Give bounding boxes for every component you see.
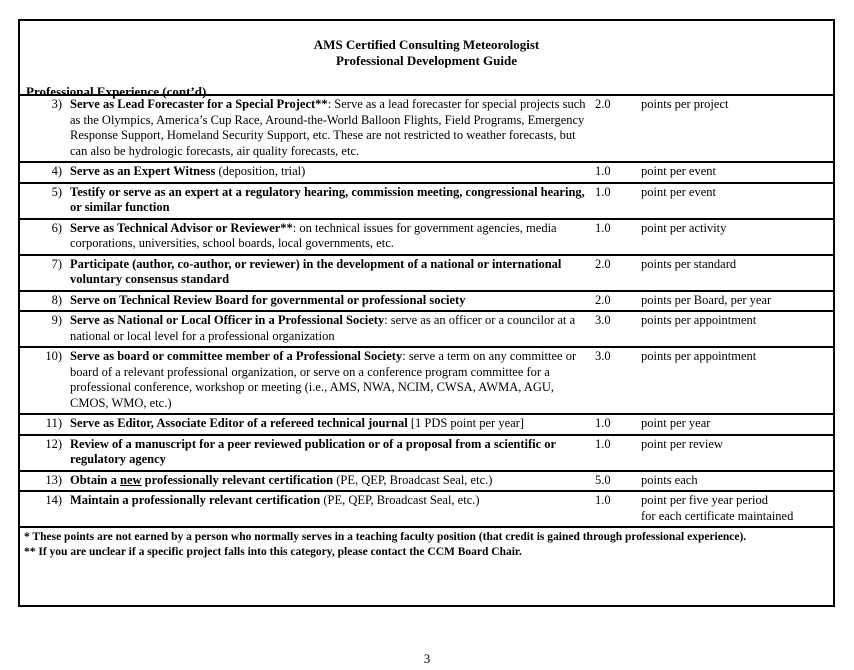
item-title: Maintain a professionally relevant certification [70, 493, 321, 507]
item-unit-line-2: for each certificate maintained [641, 508, 794, 523]
item-unit-line: points per appointment [641, 349, 757, 363]
item-unit [635, 491, 833, 527]
item-points: 3.0 [595, 349, 611, 363]
table-row [20, 183, 833, 219]
item-detail: [1 PDS point per year] [407, 416, 524, 430]
section-title: Professional Experience (cont’d) [20, 77, 833, 96]
item-unit [635, 162, 833, 183]
item-number: 12) [45, 436, 62, 451]
item-number: 5) [51, 184, 62, 199]
item-unit [635, 255, 833, 291]
footnote-2: ** If you are unclear if a specific project falls into this category, please contact the CCM Board Chair. [24, 546, 522, 558]
item-points: 1.0 [595, 416, 611, 430]
item-unit [635, 471, 833, 492]
item-points: 5.0 [595, 472, 611, 487]
table-row [20, 162, 833, 183]
item-points: 2.0 [595, 292, 611, 307]
item-description [68, 491, 595, 527]
item-title-prefix: Obtain a [70, 472, 121, 487]
item-unit-line: point per event [641, 164, 716, 178]
table-row [20, 435, 833, 471]
item-points: 1.0 [595, 493, 611, 507]
item-points: 1.0 [595, 220, 611, 235]
item-description [68, 347, 595, 414]
table-row [20, 255, 833, 291]
item-unit [635, 219, 833, 255]
item-description [68, 96, 595, 162]
item-unit-line: points each [641, 472, 698, 487]
item-unit-line: point per activity [641, 220, 727, 235]
item-unit [635, 347, 833, 414]
item-unit [635, 96, 833, 162]
title-line-2: Professional Development Guide [335, 53, 518, 68]
item-title: Serve as board or committee member of a Professional Society [70, 349, 403, 363]
item-points: 2.0 [595, 97, 611, 111]
table-row [20, 96, 833, 162]
item-detail: : serve as an officer or a councilor at a national or local level for a professional organization [70, 313, 576, 343]
item-detail: : Serve as a lead forecaster for special projects such as the Olympics, America’s Cup Race, Around-the-World Balloon Flights, Field Programs, Emergency Response Support, Homeland Security Support, etc. These are not restricted to weather forecasts, but can also be hydrologic forecasts, air quality forecasts, etc. [70, 97, 586, 158]
item-number: 9) [51, 313, 62, 327]
item-title: Serve as Technical Advisor or Reviewer** [70, 220, 293, 235]
item-title: Serve as Editor, Associate Editor of a refereed technical journal [70, 416, 408, 430]
item-number: 6) [51, 220, 62, 235]
item-unit [635, 183, 833, 219]
item-number: 8) [51, 292, 62, 307]
footnote-1: * These points are not earned by a person who normally serves in a teaching faculty position (that credit is gained through professional experience). [24, 531, 747, 543]
item-description [68, 414, 595, 435]
document-frame [18, 19, 835, 607]
item-points: 1.0 [595, 436, 611, 451]
item-title: Serve as an Expert Witness [70, 164, 216, 178]
item-unit-line: points per project [641, 97, 729, 111]
item-unit [635, 414, 833, 435]
item-unit [635, 291, 833, 312]
item-detail: : serve a term on any committee or board of a relevant professional organization, or serve on a conference program committee for a professional conference, workshop or meeting (i.e., AMS, NWA, NCIM, CWSA, AWMA, AGU, CMOS, WMO, etc.) [70, 349, 577, 410]
item-detail: : on technical issues for government agencies, media corporations, universities, school boards, local governments, etc. [70, 220, 557, 250]
item-unit-line: points per standard [641, 256, 737, 271]
item-title: Review of a manuscript for a peer reviewed publication or of a proposal from a scientific or regulatory agency [70, 436, 556, 466]
item-description [68, 255, 595, 291]
item-description [68, 471, 595, 492]
document-title [20, 21, 833, 69]
item-title: Testify or serve as an expert at a regulatory hearing, commission meeting, congressional hearing, or similar function [70, 184, 585, 214]
item-number: 4) [51, 164, 62, 178]
item-number: 3) [51, 97, 62, 111]
item-unit-line: points per Board, per year [641, 292, 772, 307]
item-description [68, 219, 595, 255]
item-points: 1.0 [595, 184, 611, 199]
item-title: Participate (author, co-author, or reviewer) in the development of a national or international voluntary consensus standard [70, 256, 562, 286]
item-unit-line: points per appointment [641, 313, 757, 327]
item-number: 13) [45, 472, 62, 487]
item-unit [635, 311, 833, 347]
item-title: Serve as Lead Forecaster for a Special Project** [70, 97, 328, 111]
table-row [20, 291, 833, 312]
item-detail: (PE, QEP, Broadcast Seal, etc.) [320, 493, 480, 507]
title-line-1: AMS Certified Consulting Meteorologist [313, 37, 540, 52]
item-unit-line: point per review [641, 436, 723, 451]
item-description [68, 435, 595, 471]
item-description [68, 162, 595, 183]
item-title: Serve on Technical Review Board for governmental or professional society [70, 292, 466, 307]
item-number: 14) [45, 493, 62, 507]
item-points: 3.0 [595, 313, 611, 327]
item-title: Serve as National or Local Officer in a Professional Society [70, 313, 385, 327]
item-number: 10) [45, 349, 62, 363]
item-detail: (deposition, trial) [215, 164, 306, 178]
item-points: 1.0 [595, 164, 611, 178]
item-unit-line: point per year [641, 416, 711, 430]
item-number: 7) [51, 256, 62, 271]
table-row [20, 219, 833, 255]
page-number: 3 [423, 651, 431, 666]
item-description [68, 183, 595, 219]
item-title-emphasis: new [120, 472, 142, 487]
item-points: 2.0 [595, 256, 611, 271]
item-number: 11) [45, 416, 62, 430]
table-row [20, 414, 833, 435]
table-row [20, 491, 833, 527]
item-title: professionally relevant certification [141, 472, 334, 487]
footnotes [20, 528, 833, 560]
table-row [20, 347, 833, 414]
experience-table [20, 96, 833, 528]
item-unit [635, 435, 833, 471]
item-detail: (PE, QEP, Broadcast Seal, etc.) [333, 472, 493, 487]
table-row [20, 311, 833, 347]
table-row [20, 471, 833, 492]
item-unit-line: point per five year period [641, 493, 769, 507]
item-description [68, 311, 595, 347]
item-description [68, 291, 595, 312]
item-unit-line: point per event [641, 184, 716, 199]
